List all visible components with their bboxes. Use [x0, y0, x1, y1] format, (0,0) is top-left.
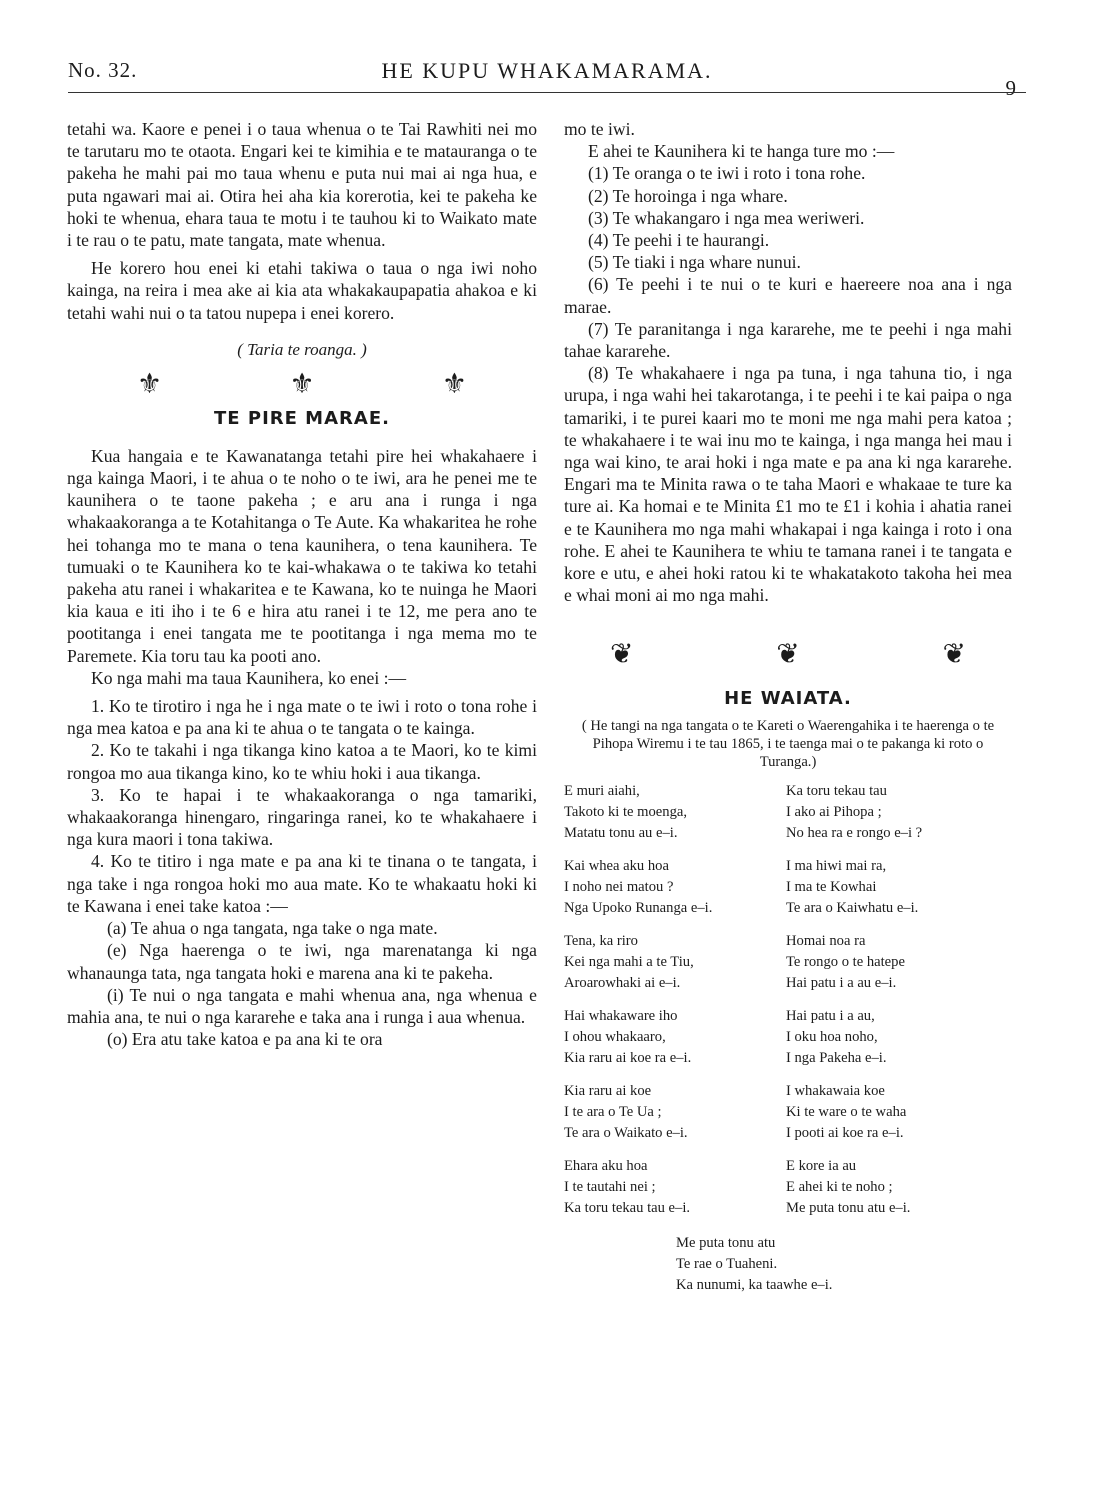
stanza-line: Kei nga mahi a te Tiu, [564, 954, 694, 971]
intro-paragraph-2: He korero hou enei ki etahi takiwa o taua o nga iwi noho kainga, na reira i mea ake ai kia ata whakakaupapatia ahakoa e ki tetahi wahi nui o ta tatou nupepa i enei korero. [67, 258, 537, 323]
stanza-line: I te tautahi nei ; [564, 1179, 656, 1196]
stanza-line: Homai noa ra [786, 933, 866, 950]
rule-item-1: (1) Te oranga o te iwi i roto i tona rohe. [588, 163, 866, 184]
floral-ornament-icon: ❦ [776, 639, 800, 671]
stanza-line: I ohou whakaaro, [564, 1029, 666, 1046]
stanza-line: I ma hiwi mai ra, [786, 858, 887, 875]
stanza [786, 931, 1006, 994]
fleur-de-lis-icon: ⚜ [441, 368, 467, 400]
stanza-line: E kore ia au [786, 1158, 857, 1175]
intro-paragraph-1: tetahi wa. Kaore e penei i o taua whenua o te Tai Rawhiti nei mo te tarutaru mo te otaota. Engari kei te kimihia e te matauranga o te pakeha he mahi pai mo taua whenu e puta nui mai ai nga hua, e puta ngawari mai ai. Otira hei aha kia korerotia, kei te pakeha ke hoki te whenua, ehara taua te motu i te tauhou ki to Waikato mate i te rau o te patu, mate tangata, mate whenua. [67, 119, 537, 251]
final-stanza [676, 1233, 1012, 1296]
rule-item-6: (6) Te peehi i te nui o te kuri e haereere noa ana i nga marae. [564, 274, 1012, 317]
stanza-line: I pooti ai koe ra e–i. [786, 1125, 904, 1142]
functions-intro: Ko nga mahi ma taua Kaunihera, ko enei :— [91, 667, 407, 688]
stanza-line: Hai patu i a au, [786, 1008, 875, 1025]
stanza-line: Te ara o Waikato e–i. [564, 1125, 688, 1142]
function-item-4: 4. Ko te titiro i nga mate e pa ana ki te tinana o te tangata, i nga take i nga rongoa hoki mo aua mate. Ko te whakaatu hoki ki te Kawana i enei take katoa :— [67, 851, 537, 916]
stanza-line: I noho nei matou ? [564, 879, 674, 896]
stanza-line: Ka toru tekau tau [786, 783, 887, 800]
ornament-row [564, 640, 1012, 670]
page-header [68, 58, 1026, 98]
stanza-line: Kia raru ai koe [564, 1083, 652, 1100]
sub-item-i: (i) Te nui o nga tangata e mahi whenua ana, nga whenua e mahia ana, te nui o nga kararehe e taka ana i runga i aua whenua. [67, 984, 537, 1027]
stanza-line: Ka toru tekau tau e–i. [564, 1200, 691, 1217]
stanza-line: Takoto ki te moenga, [564, 804, 687, 821]
stanza-line: I te ara o Te Ua ; [564, 1104, 662, 1121]
stanza-line: I ma te Kowhai [786, 879, 877, 896]
floral-ornament-icon: ❦ [942, 639, 966, 671]
song-stanzas [564, 781, 1012, 1219]
sub-item-o: (o) Era atu take katoa e pa ana ki te ora [107, 1029, 383, 1050]
stanza-line: No hea ra e rongo e–i ? [786, 825, 923, 842]
stanza-line: Hai patu i a au e–i. [786, 975, 897, 992]
stanza-line: Me puta tonu atu e–i. [786, 1200, 911, 1217]
fleur-de-lis-icon: ⚜ [137, 368, 163, 400]
stanza [564, 1081, 786, 1144]
sub-item-e: (e) Nga haerenga o te iwi, nga marenatanga ki nga whanaunga tata, nga tangata hoki e marena ana ki te pakeha. [67, 940, 537, 983]
stanza-line: I nga Pakeha e–i. [786, 1050, 887, 1067]
stanza [564, 856, 786, 919]
section-title-pire-marae: TE PIRE MARAE. [214, 407, 390, 429]
stanza-line: Aroarowhaki ai e–i. [564, 975, 681, 992]
stanza [564, 781, 786, 844]
rule-item-7: (7) Te paranitanga i nga kararehe, me te peehi i nga mahi tahae kararehe. [564, 318, 1012, 362]
function-item-3: 3. Ko te hapai i te whakaakoranga o nga tamariki, whakaakoranga hinengaro, ringaringa ranei, ko te whakahaere i nga kura maori i tona takiwa. [67, 784, 537, 850]
stanza-line: Te rongo o te hatepe [786, 954, 905, 971]
stanza-line: I whakawaia koe [786, 1083, 885, 1100]
sub-item-a: (a) Te ahua o nga tangata, nga take o nga mate. [107, 918, 438, 939]
song-note: ( He tangi na nga tangata o te Kareti o Waerengahika i te haerenga o te Pihopa Wiremu i te tau 1865, i te taenga mai o te pakanga ki roto o Turanga.) [581, 718, 995, 771]
stanza-line: I oku hoa noho, [786, 1029, 878, 1046]
issue-number: No. 32. [68, 58, 138, 82]
stanza-line: Matatu tonu au e–i. [564, 825, 678, 842]
rule-item-3: (3) Te whakangaro i nga mea weriweri. [588, 207, 865, 228]
fleur-de-lis-icon: ⚜ [289, 368, 315, 400]
stanza-line: Ehara aku hoa [564, 1158, 648, 1175]
stanza-line: Te ara o Kaiwhatu e–i. [786, 900, 919, 917]
stanza [786, 1006, 1006, 1069]
continuation-text: mo te iwi. [564, 119, 635, 139]
stanza-line: E muri aiahi, [564, 783, 640, 800]
floral-ornament-icon: ❦ [610, 639, 634, 671]
rules-intro: E ahei te Kaunihera ki te hanga ture mo :— [588, 141, 895, 162]
stanza-line: Nga Upoko Runanga e–i. [564, 900, 713, 917]
stanza-line: Hai whakaware iho [564, 1008, 678, 1025]
right-column [564, 118, 1012, 1296]
section-title-he-waiata: HE WAIATA. [724, 688, 852, 710]
stanza-line: Ki te ware o te waha [786, 1104, 907, 1121]
rule-item-8: (8) Te whakahaere i nga pa tuna, i nga tahuna tio, i nga urupa, i nga wahi hei takarotanga, i te peehi i te kai paipa o nga tamariki, i te purei kaari mo te moni me nga mahi pera katoa ; te whakahaere i te wai inu mo te kainga, i nga manga hei mau i nga wai kino, te arai hoki i nga mate e pa ana ki nga kararehe. Engari ma te Minita rawa o te taha Maori e whakaae te ture ka ture ai. Ka homai e te Minita £1 mo te £1 i kohia i ahatia ranei e te Kaunihera mo nga mahi whakapai i nga kainga i roto i ona rohe. E ahei te Kaunihera te whiu te tamana ranei i te tangata e kore e utu, e ahei hoki ratou ki te whakatakoto takoha hei mea e whai moni ai mo nga mahi. [564, 363, 1012, 606]
stanza-line: E ahei ki te noho ; [786, 1179, 893, 1196]
stanza-line: Ka nunumi, ka taawhe e–i. [676, 1277, 833, 1294]
page-number: 9 [1005, 76, 1016, 100]
stanza-line: I ako ai Pihopa ; [786, 804, 882, 821]
stanza-line: Kia raru ai koe ra e–i. [564, 1050, 692, 1067]
stanza [786, 781, 1006, 844]
stanza [786, 856, 1006, 919]
function-item-2: 2. Ko te takahi i nga tikanga kino katoa a te Maori, ko te kimi rongoa mo aua tikanga kino, ko te whiu hoki i aua tikanga. [67, 740, 537, 783]
ornament-row [67, 370, 537, 400]
stanza [564, 931, 786, 994]
stanza [786, 1156, 1006, 1219]
stanza-line: Me puta tonu atu [676, 1235, 776, 1252]
rule-item-5: (5) Te tiaki i nga whare nunui. [588, 252, 801, 273]
stanza-line: Kai whea aku hoa [564, 858, 669, 875]
stanza [564, 1006, 786, 1069]
function-item-1: 1. Ko te tirotiro i nga he i nga mate o te iwi i roto o tona rohe i nga mea katoa e pa ana ki te ahua o te tangata o te kainga. [67, 696, 537, 739]
stanza-line: Tena, ka riro [564, 933, 638, 950]
pire-paragraph: Kua hangaia e te Kawanatanga tetahi pire hei whakahaere i nga kainga Maori, i te ahua o te noho o te iwi, ara he penei me te kaunihera o te taone pakeha ; e aru ana i runga i nga whakaakoranga a te Kotahitanga o Te Aute. Ka whakaritea he rohe hei tohanga mo te mana o tena kaunihera, o tena kaunihera. Te tumuaki o te Kaunihera ko te kai-whakawa o te takiwa ko tetahi pakeha atu ranei i whakaritea e te Kawana, ko te nuinga he Maori kia kaua e iti iho i te 6 e hira atu ranei i te 12, me pera ano te pootitanga i enei tangata me te pootitanga i nga mema mo te Paremete. Kia toru tau ka pooti ano. [67, 445, 537, 666]
rule-item-4: (4) Te peehi i te haurangi. [588, 230, 770, 251]
left-column [67, 118, 537, 1050]
stanza-line: Te rae o Tuaheni. [676, 1256, 778, 1273]
header-rule [68, 92, 1026, 93]
rule-item-2: (2) Te horoinga i nga whare. [588, 185, 788, 206]
publication-title: HE KUPU WHAKAMARAMA. [381, 58, 713, 83]
stanza [564, 1156, 786, 1219]
stanza [786, 1081, 1006, 1144]
to-be-continued-note: ( Taria te roanga. ) [237, 339, 367, 359]
